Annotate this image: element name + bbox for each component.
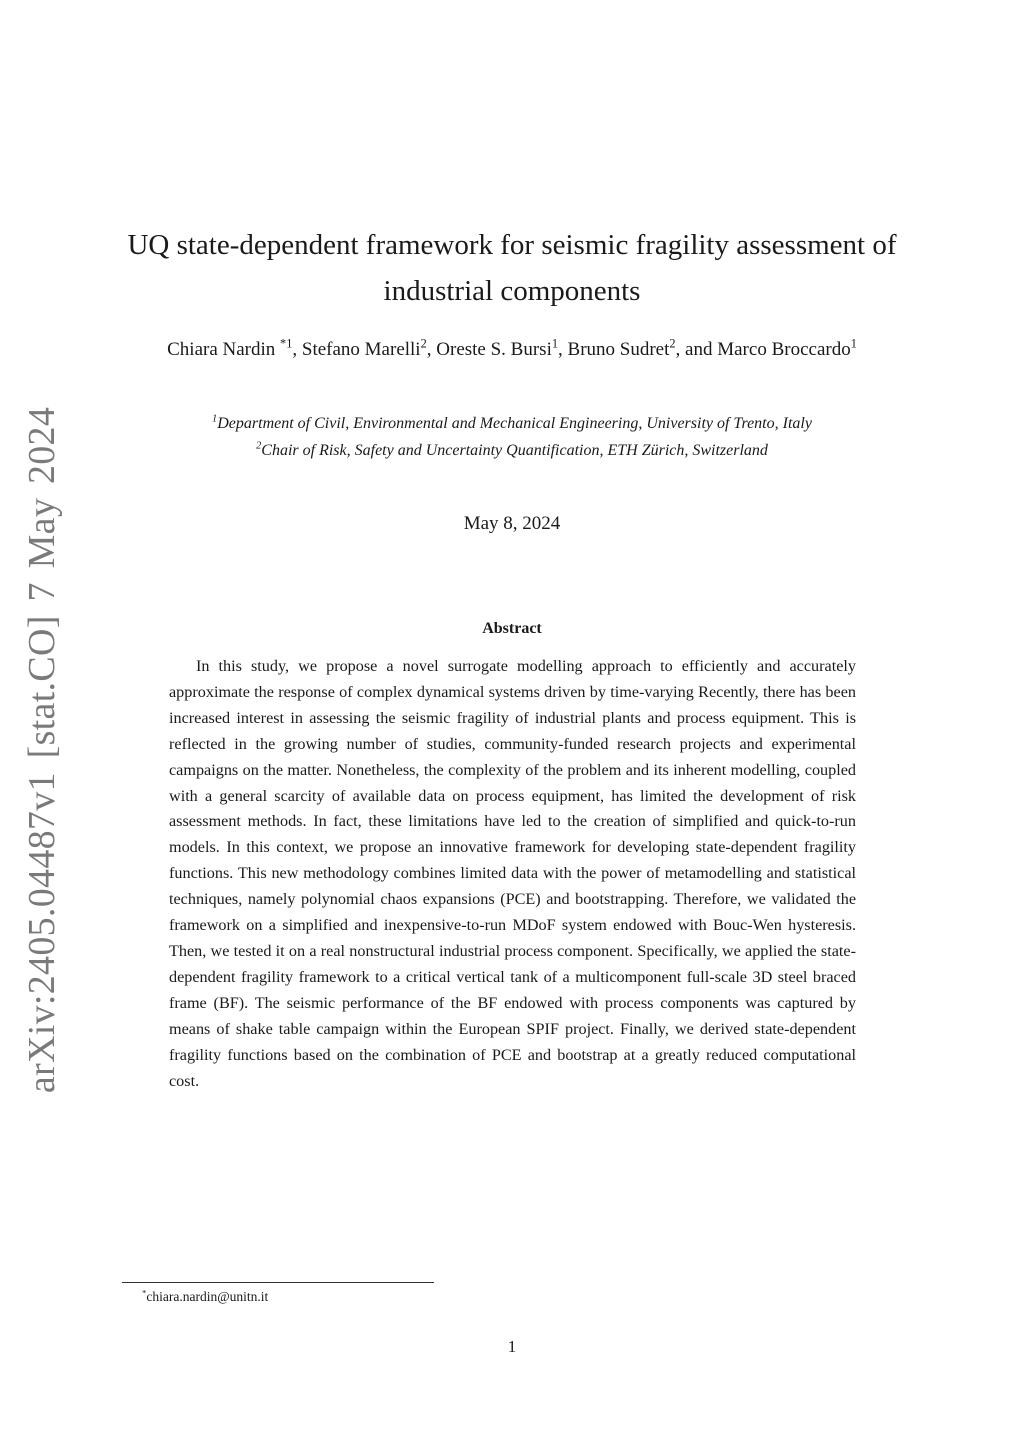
- author: Chiara Nardin $^{*1}$: [167, 336, 293, 360]
- affiliation-list: [110, 410, 914, 464]
- footnote-email: chiara.nardin@unitn.it: [146, 1289, 269, 1304]
- author-affiliation-mark: 1: [551, 336, 559, 351]
- author-affiliation-mark: *1: [280, 336, 293, 351]
- author-affiliation-mark: 2: [420, 336, 427, 351]
- arxiv-identifier: arXiv:2405.04487v1 [stat.CO] 7 May 2024: [21, 406, 63, 1094]
- affiliation-mark: 1: [212, 413, 218, 425]
- paper-title: UQ state-dependent framework for seismic fragility assessment of industrial components: [127, 229, 897, 307]
- affiliation-mark: 2: [256, 440, 262, 452]
- author-final-joiner: , and: [675, 339, 718, 360]
- author-separator: ,: [292, 339, 302, 360]
- author: Bruno Sudret$^2$: [567, 336, 676, 360]
- abstract-body: In this study, we propose a novel surrogate modelling approach to efficiently and accurately approximate the response of complex dynamical systems driven by time-varying Recently, there has been increased interest in assessing the seismic fragility of industrial plants and process equipment. This is reflected in the growing number of studies, community-funded research projects and experimental campaigns on the matter. Nonetheless, the complexity of the problem and its inherent modelling, coupled with a general scarcity of available data on process equipment, has limited the development of risk assessment methods. In fact, these limitations have led to the creation of simplified and quick-to-run models. In this context, we propose an innovative framework for developing state-dependent fragility functions. This new methodology combines limited data with the power of metamodelling and statistical techniques, namely polynomial chaos expansions (PCE) and bootstrapping. Therefore, we validated the framework on a simplified and inexpensive-to-run MDoF system endowed with Bouc-Wen hysteresis. Then, we tested it on a real nonstructural industrial process component. Specifically, we applied the state-dependent fragility framework to a critical vertical tank of a multicomponent full-scale 3D steel braced frame (BF). The seismic performance of the BF endowed with process components was captured by means of shake table campaign within the European SPIF project. Finally, we derived state-dependent fragility functions based on the combination of PCE and bootstrap at a greatly reduced computational cost.: [169, 657, 856, 1090]
- footnote-divider: [122, 1282, 434, 1283]
- author-separator: ,: [426, 339, 437, 360]
- footnote: [142, 1289, 268, 1305]
- author-affiliation-mark: 2: [669, 336, 676, 351]
- affiliation: [110, 437, 914, 464]
- affiliation: [110, 410, 914, 437]
- author: Stefano Marelli$^2$: [301, 336, 427, 360]
- abstract-heading: Abstract: [482, 620, 542, 637]
- publication-date: May 8, 2024: [463, 513, 561, 534]
- affiliation-text: Chair of Risk, Safety and Uncertainty Quantification, ETH Zürich, Switzerland: [261, 442, 768, 459]
- author: Oreste S. Bursi$^1$: [436, 336, 559, 360]
- author-list: [130, 336, 894, 364]
- affiliation-text: Department of Civil, Environmental and Mechanical Engineering, University of Trento, Italy: [217, 415, 812, 432]
- page-number: 1: [507, 1337, 517, 1356]
- author-separator: ,: [558, 339, 568, 360]
- footnote-mark: *: [142, 1287, 147, 1298]
- author-affiliation-mark: 1: [850, 336, 857, 351]
- author: Marco Broccardo$^1$: [717, 336, 857, 360]
